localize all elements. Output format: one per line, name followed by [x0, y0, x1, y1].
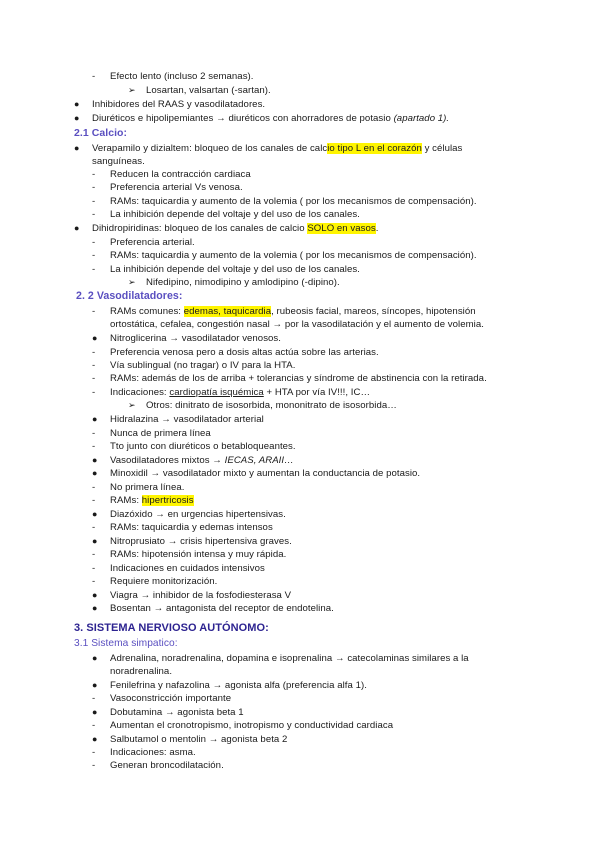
list-item-continuation: noradrenalina. — [110, 666, 173, 677]
list-dash: - — [92, 360, 96, 371]
italic-text: IECAS, ARAII… — [224, 455, 294, 466]
text-run: RAMs: — [110, 495, 142, 506]
italic-text: (apartado 1). — [393, 113, 450, 124]
list-dash: - — [92, 237, 96, 248]
list-item: Bosentan → antagonista del receptor de endotelina. — [110, 603, 334, 614]
list-dash: - — [92, 373, 96, 384]
list-dash: - — [92, 720, 96, 731]
list-bullet: ● — [92, 509, 98, 519]
list-item: RAMs: hipotensión intensa y muy rápida. — [110, 549, 287, 560]
list-item: Viagra → inhibidor de la fosfodiesterasa V — [110, 590, 292, 601]
list-item — [92, 112, 449, 125]
list-item — [110, 305, 476, 318]
subsection-heading-simpatico: 3.1 Sistema simpatico: — [74, 638, 178, 649]
list-bullet: ● — [74, 99, 80, 109]
list-item: Vía sublingual (no tragar) o IV para la HTA. — [110, 360, 296, 371]
list-item: RAMs: taquicardia y aumento de la volemia ( por los mecanismos de compensación). — [110, 250, 477, 261]
list-item: Nitroprusiato → crisis hipertensiva graves. — [110, 536, 292, 547]
list-dash: - — [92, 428, 96, 439]
list-item: Requiere monitorización. — [110, 576, 218, 587]
arrow-bullet-icon: ➢ — [128, 400, 136, 410]
list-item: Minoxidil → vasodilatador mixto y aumentan la conductancia de potasio. — [110, 468, 421, 479]
list-item: Tto junto con diuréticos o betabloqueantes. — [110, 441, 296, 452]
list-item: Nunca de primera línea — [110, 428, 211, 439]
list-item: La inhibición depende del voltaje y del uso de los canales. — [110, 264, 360, 275]
text-run: + HTA por vía IV!!!, IC… — [263, 387, 371, 398]
section-heading-calcio: 2.1 Calcio: — [74, 127, 128, 139]
list-item — [110, 386, 370, 399]
text-run: RAMs comunes: — [110, 306, 184, 317]
list-dash: - — [92, 747, 96, 758]
list-item: Preferencia arterial Vs venosa. — [110, 182, 243, 193]
list-bullet: ● — [92, 414, 98, 424]
arrow-bullet-icon: ➢ — [128, 85, 136, 95]
list-item — [110, 454, 294, 467]
list-bullet: ● — [92, 734, 98, 744]
list-item: Nitroglicerina → vasodilatador venosos. — [110, 333, 281, 344]
list-bullet: ● — [92, 707, 98, 717]
list-item-continuation: ortostática, cefalea, congestión nasal → por la vasodilatación y el aumento de volemia. — [110, 319, 484, 330]
list-item — [92, 222, 378, 235]
text-run: , rubeosis facial, mareos, síncopes, hipotensión — [271, 306, 476, 317]
section-heading-sna: 3. SISTEMA NERVIOSO AUTÓNOMO: — [74, 622, 269, 634]
list-dash: - — [92, 522, 96, 533]
list-bullet: ● — [92, 653, 98, 663]
highlighted-text: edemas, taquicardia — [183, 306, 272, 317]
list-item: Losartan, valsartan (-sartan). — [146, 85, 271, 96]
list-item: RAMs: taquicardia y edemas intensos — [110, 522, 273, 533]
highlighted-text: io tipo L en el corazón — [327, 143, 422, 154]
list-dash: - — [92, 264, 96, 275]
list-item: Reducen la contracción cardiaca — [110, 169, 251, 180]
list-dash: - — [92, 196, 96, 207]
text-run: y células — [421, 143, 463, 154]
list-dash: - — [92, 549, 96, 560]
list-item: Fenilefrina y nafazolina → agonista alfa (preferencia alfa 1). — [110, 680, 367, 691]
list-bullet: ● — [92, 455, 98, 465]
list-item: Efecto lento (incluso 2 semanas). — [110, 71, 254, 82]
list-dash: - — [92, 182, 96, 193]
list-dash: - — [92, 576, 96, 587]
text-run: Dihidropiridinas: bloqueo de los canales de calcio — [92, 223, 308, 234]
list-item: La inhibición depende del voltaje y del uso de los canales. — [110, 209, 360, 220]
list-item: No primera línea. — [110, 482, 185, 493]
text-run: Indicaciones: — [110, 387, 170, 398]
list-bullet: ● — [92, 333, 98, 343]
heading-text: 2. 2 Vasodilatadores: — [76, 290, 183, 302]
list-dash: - — [92, 482, 96, 493]
underlined-text: cardiopatía isquémica — [169, 387, 264, 398]
list-dash: - — [92, 387, 96, 398]
list-dash: - — [92, 563, 96, 574]
list-item: Aumentan el cronotropismo, inotropismo y conductividad cardiaca — [110, 720, 394, 731]
list-item — [110, 494, 194, 507]
list-item: Hidralazina → vasodilatador arterial — [110, 414, 264, 425]
list-bullet: ● — [74, 143, 80, 153]
list-item-continuation: sanguíneas. — [92, 156, 145, 167]
list-item: Generan broncodilatación. — [110, 760, 224, 771]
list-item: Nifedipino, nimodipino y amlodipino (-dipino). — [146, 277, 340, 288]
list-dash: - — [92, 760, 96, 771]
text-run: Diuréticos e hipolipemiantes → diuréticos con ahorradores de potasio — [92, 113, 391, 124]
list-item: RAMs: taquicardia y aumento de la volemia ( por los mecanismos de compensación). — [110, 196, 477, 207]
list-bullet: ● — [92, 680, 98, 690]
list-dash: - — [92, 71, 96, 82]
text-run: . — [375, 223, 379, 234]
text-run: Verapamilo y dizialtem: bloqueo de los canales de calc — [92, 143, 328, 154]
list-dash: - — [92, 693, 96, 704]
list-item: Preferencia arterial. — [110, 237, 195, 248]
list-bullet: ● — [74, 223, 80, 233]
list-dash: - — [92, 441, 96, 452]
list-item: Inhibidores del RAAS y vasodilatadores. — [92, 99, 266, 110]
highlighted-text: hipertricosis — [141, 495, 194, 506]
list-item: Diazóxido → en urgencias hipertensivas. — [110, 509, 286, 520]
text-run: Vasodilatadores mixtos → — [110, 455, 225, 466]
list-bullet: ● — [92, 590, 98, 600]
list-item: RAMs: además de los de arriba + tolerancias y síndrome de abstinencia con la retirada. — [110, 373, 487, 384]
list-dash: - — [92, 347, 96, 358]
list-bullet: ● — [74, 113, 80, 123]
list-bullet: ● — [92, 603, 98, 613]
arrow-bullet-icon: ➢ — [128, 277, 136, 287]
list-dash: - — [92, 306, 96, 317]
list-bullet: ● — [92, 536, 98, 546]
list-dash: - — [92, 495, 96, 506]
list-item: Adrenalina, noradrenalina, dopamina e isoprenalina → catecolaminas similares a la — [110, 653, 469, 664]
list-item: Otros: dinitrato de isosorbida, mononitrato de isosorbida… — [146, 400, 397, 411]
list-dash: - — [92, 169, 96, 180]
list-item: Dobutamina → agonista beta 1 — [110, 707, 244, 718]
list-item: Indicaciones en cuidados intensivos — [110, 563, 265, 574]
list-item — [92, 142, 462, 155]
highlighted-text: SOLO en vasos — [307, 223, 376, 234]
list-item: Indicaciones: asma. — [110, 747, 196, 758]
section-heading-vasodilatadores — [76, 290, 182, 303]
list-item: Salbutamol o mentolin → agonista beta 2 — [110, 734, 288, 745]
list-dash: - — [92, 209, 96, 220]
list-bullet: ● — [92, 468, 98, 478]
list-dash: - — [92, 250, 96, 261]
list-item: Vasoconstricción importante — [110, 693, 232, 704]
list-item: Preferencia venosa pero a dosis altas actúa sobre las arterias. — [110, 347, 379, 358]
